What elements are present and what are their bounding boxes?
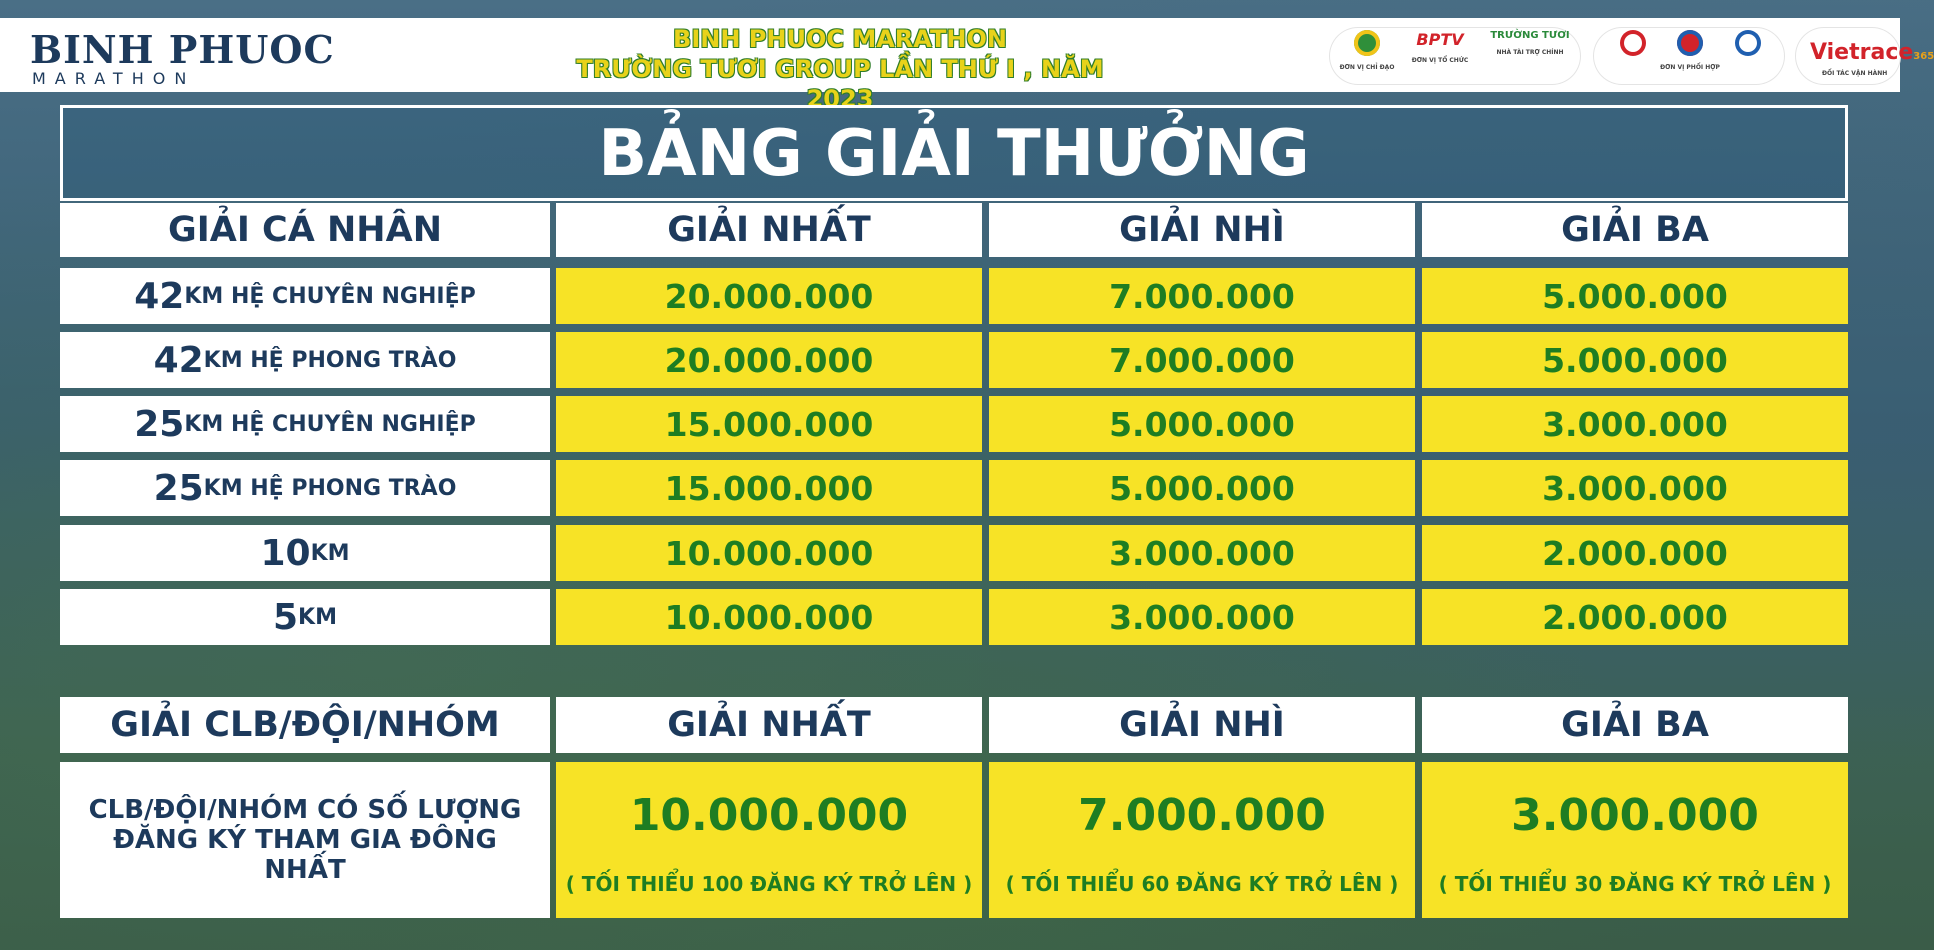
prize-value: 15.000.000 <box>556 396 982 452</box>
prize-value: 2.000.000 <box>1422 525 1848 581</box>
prize-value: 2.000.000 <box>1422 589 1848 645</box>
club-prize-amount: 3.000.000 <box>1511 790 1759 841</box>
club-prize-amount: 7.000.000 <box>1078 790 1326 841</box>
table-row-label: 10 KM <box>60 525 550 581</box>
seal-blue-icon <box>1735 30 1761 56</box>
club-prize-note: ( TỐI THIỂU 30 ĐĂNG KÝ TRỞ LÊN ) <box>1438 872 1832 896</box>
prize-value: 3.000.000 <box>989 525 1415 581</box>
province-seal-icon <box>1354 30 1380 56</box>
prize-value: 5.000.000 <box>989 396 1415 452</box>
sponsor-seal-blue <box>1708 30 1788 56</box>
prize-value: 7.000.000 <box>989 332 1415 388</box>
prize-value: 3.000.000 <box>1422 460 1848 516</box>
prize-value: 7.000.000 <box>989 268 1415 324</box>
youth-union-icon <box>1677 30 1703 56</box>
prize-value: 10.000.000 <box>556 525 982 581</box>
seal-red-icon <box>1620 30 1646 56</box>
table-row-label: 42 KM HỆ PHONG TRÀO <box>60 332 550 388</box>
binh-phuoc-logo: BINH PHUOC <box>30 27 335 72</box>
table-row-label: 25 KM HỆ CHUYÊN NGHIỆP <box>60 396 550 452</box>
header-club: GIẢI CLB/ĐỘI/NHÓM <box>60 697 550 753</box>
sponsor-truong-tuoi: TRƯỜNG TƯƠI NHÀ TÀI TRỢ CHÍNH <box>1490 30 1570 56</box>
club-prize-amount: 10.000.000 <box>629 790 909 841</box>
prize-value: 5.000.000 <box>989 460 1415 516</box>
club-prize-third <box>1422 762 1848 918</box>
event-title-line2: TRƯỜNG TƯƠI GROUP LẦN THỨ I , NĂM 2023 <box>576 55 1104 113</box>
header-club-third-prize: GIẢI BA <box>1422 697 1848 753</box>
prize-value: 3.000.000 <box>1422 396 1848 452</box>
prize-value: 3.000.000 <box>989 589 1415 645</box>
prize-value: 5.000.000 <box>1422 332 1848 388</box>
sponsor-youth-union: ĐƠN VỊ PHỐI HỢP <box>1650 30 1730 71</box>
prize-value: 20.000.000 <box>556 268 982 324</box>
event-title-line1: BINH PHUOC MARATHON <box>673 25 1007 53</box>
prize-value: 5.000.000 <box>1422 268 1848 324</box>
vietrace-logo: Vietrace365 <box>1810 40 1934 65</box>
header-bar <box>0 18 1900 113</box>
prize-board-title-box <box>60 105 1848 201</box>
header-second-prize: GIẢI NHÌ <box>989 203 1415 257</box>
club-prize-first <box>556 762 982 918</box>
header-individual: GIẢI CÁ NHÂN <box>60 203 550 257</box>
prize-board-title: BẢNG GIẢI THƯỞNG <box>598 117 1310 191</box>
bptv-logo-icon: BPTV <box>1416 30 1464 49</box>
club-prize-note: ( TỐI THIỂU 60 ĐĂNG KÝ TRỞ LÊN ) <box>1005 872 1399 896</box>
table-row-label: 5 KM <box>60 589 550 645</box>
sponsor-bptv: BPTV ĐƠN VỊ TỔ CHỨC <box>1400 30 1480 64</box>
header-club-second-prize: GIẢI NHÌ <box>989 697 1415 753</box>
header-first-prize: GIẢI NHẤT <box>556 203 982 257</box>
club-prize-note: ( TỐI THIỂU 100 ĐĂNG KÝ TRỞ LÊN ) <box>565 872 973 896</box>
club-criteria-label: CLB/ĐỘI/NHÓM CÓ SỐ LƯỢNG ĐĂNG KÝ THAM GIA ĐÔNG NHẤT <box>60 762 550 918</box>
event-title <box>560 24 1120 114</box>
table-row-label: 42 KM HỆ CHUYÊN NGHIỆP <box>60 268 550 324</box>
header-club-first-prize: GIẢI NHẤT <box>556 697 982 753</box>
sponsor-province: ĐƠN VỊ CHỈ ĐẠO <box>1327 30 1407 71</box>
vietrace-caption: ĐỐI TÁC VẬN HÀNH <box>1822 70 1888 77</box>
truong-tuoi-logo-icon: TRƯỜNG TƯƠI <box>1490 30 1570 41</box>
club-prize-second <box>989 762 1415 918</box>
header-third-prize: GIẢI BA <box>1422 203 1848 257</box>
prize-value: 20.000.000 <box>556 332 982 388</box>
prize-value: 10.000.000 <box>556 589 982 645</box>
prize-value: 15.000.000 <box>556 460 982 516</box>
table-row-label: 25 KM HỆ PHONG TRÀO <box>60 460 550 516</box>
marathon-logo-subtitle: MARATHON <box>32 69 196 88</box>
